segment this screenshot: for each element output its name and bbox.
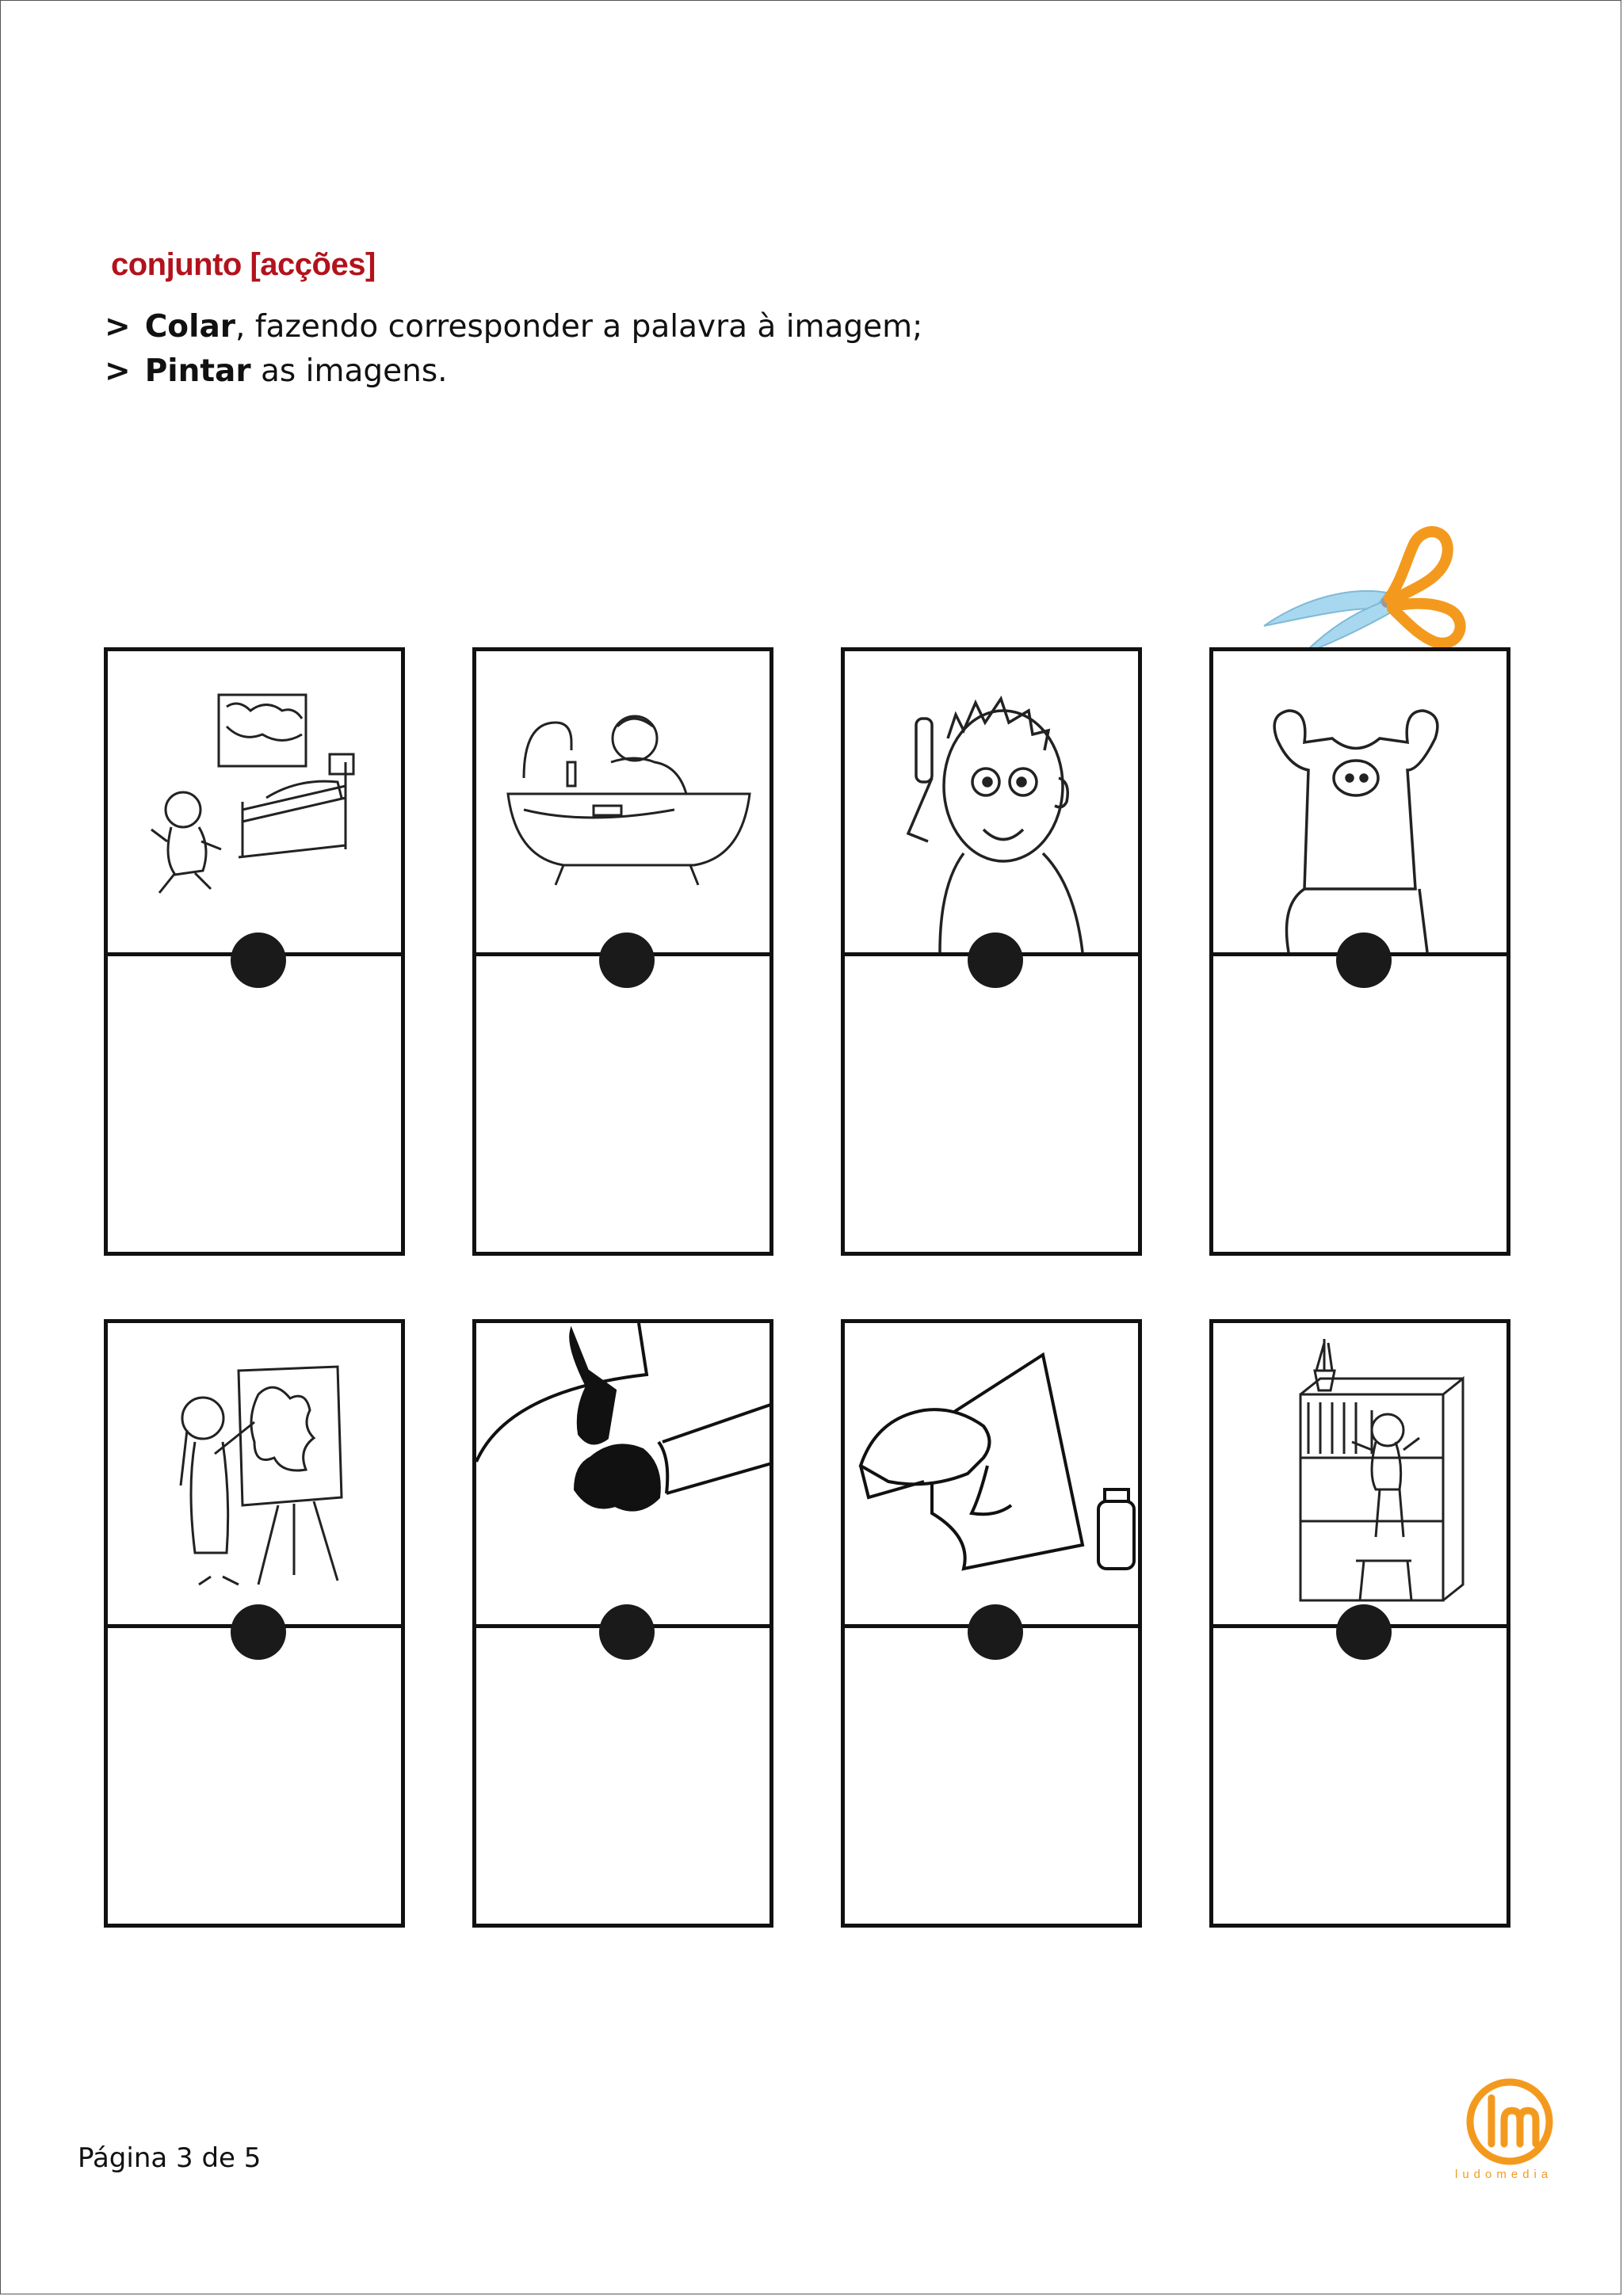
- fold-dot: [968, 933, 1023, 988]
- instruction-verb: Colar: [144, 309, 236, 345]
- word-paste-slot: [845, 1628, 1138, 1924]
- picture-area: [1213, 651, 1507, 952]
- boy-combing-hair-icon: [845, 651, 1138, 952]
- card-7: [841, 1319, 1142, 1928]
- picture-area: [108, 1323, 401, 1624]
- fold-dot: [968, 1604, 1023, 1660]
- fold-dot: [1336, 933, 1392, 988]
- picture-area: [1213, 1323, 1507, 1624]
- child-running-from-bed-icon: [108, 651, 401, 952]
- instruction-verb: Pintar: [144, 353, 251, 389]
- word-paste-slot: [476, 956, 769, 1252]
- word-paste-slot: [108, 956, 401, 1252]
- picture-area: [845, 1323, 1138, 1624]
- instruction-text: as imagens.: [250, 353, 448, 389]
- hand-cutting-scissors-icon: [476, 1323, 769, 1624]
- card-3: [841, 647, 1142, 1256]
- page-number: Página 3 de 5: [78, 2142, 262, 2174]
- word-paste-slot: [108, 1628, 401, 1924]
- word-paste-slot: [476, 1628, 769, 1924]
- child-dressing-sweater-icon: [1213, 651, 1507, 952]
- fold-dot: [231, 933, 286, 988]
- picture-area: [476, 1323, 769, 1624]
- child-tidying-bookshelf-icon: [1213, 1323, 1507, 1624]
- page-title: conjunto [acções]: [111, 247, 376, 282]
- picture-area: [476, 651, 769, 952]
- fold-dot: [599, 933, 655, 988]
- girl-painting-easel-icon: [108, 1323, 401, 1624]
- fold-dot: [231, 1604, 286, 1660]
- card-4: [1209, 647, 1510, 1256]
- logo-text: ludomedia: [1455, 2168, 1553, 2181]
- card-8: [1209, 1319, 1510, 1928]
- card-2: [472, 647, 773, 1256]
- instruction-marker: >: [105, 309, 131, 345]
- card-5: [104, 1319, 405, 1928]
- word-paste-slot: [1213, 1628, 1507, 1924]
- picture-area: [845, 651, 1138, 952]
- picture-area: [108, 651, 401, 952]
- card-6: [472, 1319, 773, 1928]
- card-1: [104, 647, 405, 1256]
- instruction-pintar: [105, 353, 448, 389]
- instruction-marker: >: [105, 353, 131, 389]
- hand-gluing-paper-icon: [845, 1323, 1138, 1624]
- instruction-colar: [105, 309, 922, 345]
- fold-dot: [599, 1604, 655, 1660]
- word-paste-slot: [1213, 956, 1507, 1252]
- boy-in-bathtub-icon: [476, 651, 769, 952]
- word-paste-slot: [845, 956, 1138, 1252]
- instruction-text: , fazendo corresponder a palavra à imagem;: [235, 309, 923, 345]
- scissors-icon: [1256, 523, 1470, 658]
- fold-dot: [1336, 1604, 1392, 1660]
